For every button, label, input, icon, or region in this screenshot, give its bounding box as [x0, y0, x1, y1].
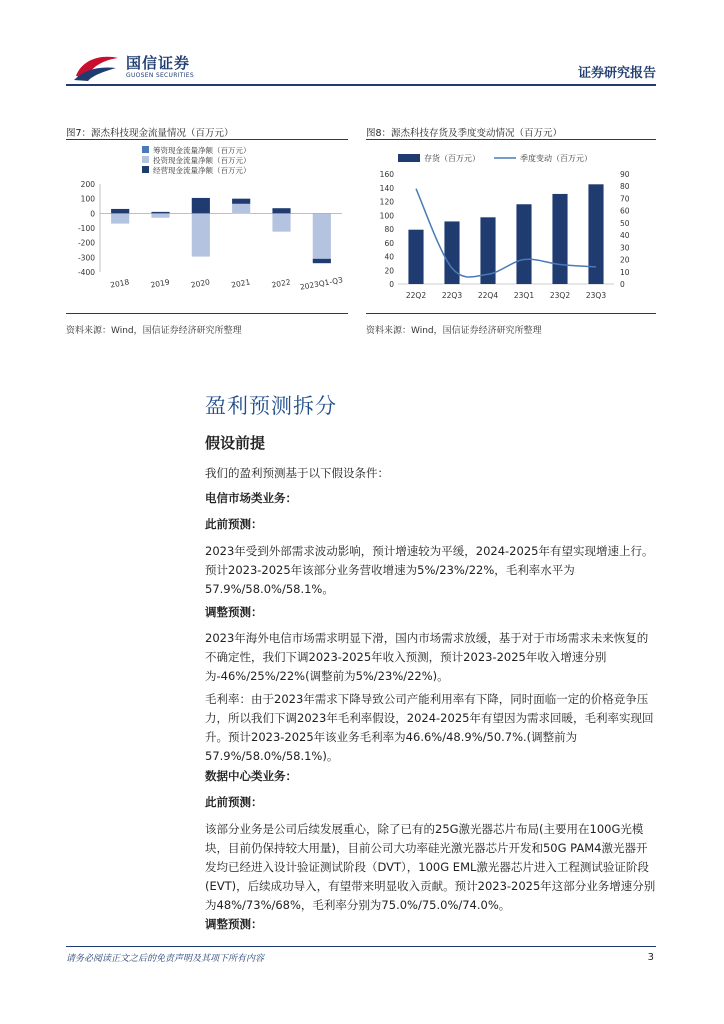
inventory-bar	[408, 230, 423, 284]
x-tick-label: 2021	[230, 277, 251, 290]
adjusted-forecast-label-2: 调整预测：	[205, 917, 263, 931]
adjusted-forecast-label-1: 调整预测：	[205, 605, 263, 619]
y-tick-label: -400	[77, 268, 95, 277]
y-right-tick-label: 90	[620, 170, 630, 179]
y-left-tick-label: 60	[384, 238, 394, 248]
inventory-bar	[552, 194, 567, 284]
datacenter-label: 数据中心类业务：	[205, 769, 297, 783]
y-tick-label: -300	[77, 253, 95, 263]
bar-segment	[232, 199, 250, 204]
y-tick-label: 200	[80, 180, 95, 189]
legend-label: 经营现金流量净额（百万元）	[153, 166, 251, 175]
y-tick-label: 100	[80, 194, 95, 204]
y-right-tick-label: 50	[620, 218, 630, 228]
section-subtitle: 假设前提	[205, 434, 266, 452]
bar-segment	[192, 213, 210, 256]
bar-segment	[192, 198, 210, 213]
report-type: 证券研究报告	[577, 66, 656, 81]
y-left-tick-label: 40	[384, 252, 394, 262]
x-tick-label: 2018	[109, 277, 130, 290]
y-right-tick-label: 20	[620, 255, 630, 265]
x-tick-label: 22Q3	[441, 291, 463, 300]
x-tick-label: 22Q2	[405, 291, 427, 300]
header-divider	[66, 84, 656, 86]
bar-segment	[272, 208, 290, 213]
figure-8-bottom-rule	[366, 313, 656, 314]
logo-text-cn: 国信证券	[126, 54, 191, 72]
y-left-tick-label: 80	[384, 225, 394, 234]
inventory-bar	[444, 221, 459, 284]
logo-text-en: GUOSEN SECURITIES	[126, 72, 195, 79]
footer-disclaimer: 请务必阅读正文之后的免责声明及其项下所有内容	[66, 954, 265, 964]
bar-segment	[272, 213, 290, 231]
guosen-logo-mark	[72, 50, 122, 82]
figure-7-bottom-rule	[66, 313, 348, 314]
figure-7-chart	[66, 142, 350, 304]
telecom-margin-paragraph: 毛利率：由于2023年需求下降导致公司产能利用率有下降，同时面临一定的价格竞争压力，所以我们下调2023年毛利率假设，2024-2025年有望因为需求回暖，毛利率实现回升。预计2023-2025年该业务毛利率为46.6%/48.9%/50.7%.(调整前为57.9%/58.0%/58.1%)。	[205, 692, 654, 763]
bar-segment	[111, 213, 129, 223]
x-tick-label: 23Q2	[549, 291, 571, 300]
inventory-bar	[516, 204, 531, 284]
y-right-tick-label: 60	[620, 206, 630, 216]
y-right-tick-label: 40	[620, 231, 630, 241]
bar-segment	[232, 204, 250, 214]
y-right-tick-label: 10	[620, 267, 630, 277]
telecom-previous-paragraph: 2023年受到外部需求波动影响，预计增速较为平缓，2024-2025年有望实现增速上行。预计2023-2025年该部分业务营收增速为5%/23%/22%，毛利率水平为57.9%/58.0%/58.1%。	[205, 544, 654, 596]
figure-7-source: 资料来源：Wind，国信证券经济研究所整理	[66, 326, 242, 336]
y-left-tick-label: 140	[379, 183, 394, 193]
legend-label-inventory: 存货（百万元）	[424, 154, 480, 163]
y-left-tick-label: 0	[389, 280, 394, 289]
y-left-tick-label: 120	[379, 197, 394, 207]
x-tick-label: 2023Q1-Q3	[299, 275, 344, 292]
figure-7-title: 图7：源杰科技现金流量情况（百万元）	[66, 128, 234, 139]
quarterly-change-line	[416, 189, 596, 277]
figure-8-top-rule	[366, 139, 656, 140]
bar-segment	[111, 209, 129, 213]
previous-forecast-label-2: 此前预测：	[205, 795, 263, 809]
legend-label: 筹资现金流量净额（百万元）	[153, 146, 251, 155]
legend-swatch	[142, 146, 149, 153]
bar-segment	[151, 213, 169, 217]
x-tick-label: 22Q4	[477, 291, 499, 300]
page-number: 3	[647, 952, 654, 963]
telecom-adjusted-paragraph: 2023年海外电信市场需求明显下滑，国内市场需求放缓，基于对于市场需求未来恢复的不确定性，我们下调2023-2025年收入预测，预计2023-2025年收入增速分别为-46%/25%/22%(调整前为5%/23%/22%)。	[205, 631, 649, 683]
y-right-tick-label: 80	[620, 182, 630, 192]
legend-label: 投资现金流量净额（百万元）	[153, 156, 251, 165]
inventory-bar	[588, 184, 603, 284]
figure-8-chart	[366, 142, 658, 308]
y-left-tick-label: 20	[384, 266, 394, 276]
figure-7-top-rule	[66, 139, 348, 140]
legend-swatch-inventory	[398, 154, 420, 162]
y-left-tick-label: 160	[379, 170, 394, 179]
bar-segment	[151, 212, 169, 213]
datacenter-previous-paragraph: 该部分业务是公司后续发展重心，除了已有的25G激光器芯片布局(主要用在100G光模块，目前仍保持较大用量)，目前公司大功率硅光激光器芯片开发和50G PAM4激光器开发均已经进入设计验证测试阶段（DVT），100G EML激光器芯片进入工程测试验证阶段(EVT)，后续成功导入，有望带来明显收入贡献。预计2023-2025年这部分业务增速分别为48%/73%/68%，毛利率分别为75.0%/75.0%/74.0%。	[205, 822, 656, 912]
x-tick-label: 2019	[149, 277, 171, 290]
x-tick-label: 23Q3	[585, 291, 607, 300]
y-right-tick-label: 0	[620, 280, 625, 289]
legend-swatch	[142, 156, 149, 163]
section-title: 盈利预测拆分	[205, 394, 337, 418]
y-right-tick-label: 70	[620, 194, 630, 204]
figure-8-title: 图8：源杰科技存货及季度变动情况（百万元）	[366, 128, 563, 139]
intro-paragraph: 我们的盈利预测基于以下假设条件：	[205, 466, 389, 480]
figure-8-source: 资料来源：Wind，国信证券经济研究所整理	[366, 326, 542, 336]
bar-segment	[313, 259, 331, 263]
legend-label-change: 季度变动（百万元）	[520, 154, 592, 163]
y-right-tick-label: 30	[620, 243, 630, 253]
legend-swatch	[142, 166, 149, 173]
previous-forecast-label-1: 此前预测：	[205, 517, 263, 531]
y-tick-label: 0	[90, 209, 95, 219]
footer-divider	[66, 946, 656, 947]
x-tick-label: 2022	[270, 277, 292, 290]
y-tick-label: -200	[77, 238, 95, 248]
y-left-tick-label: 100	[379, 211, 394, 221]
telecom-label: 电信市场类业务：	[205, 491, 297, 505]
guosen-logo	[72, 50, 122, 82]
x-tick-label: 23Q1	[513, 291, 535, 300]
y-tick-label: -100	[77, 224, 95, 233]
x-tick-label: 2020	[190, 277, 211, 290]
bar-segment	[313, 213, 331, 258]
